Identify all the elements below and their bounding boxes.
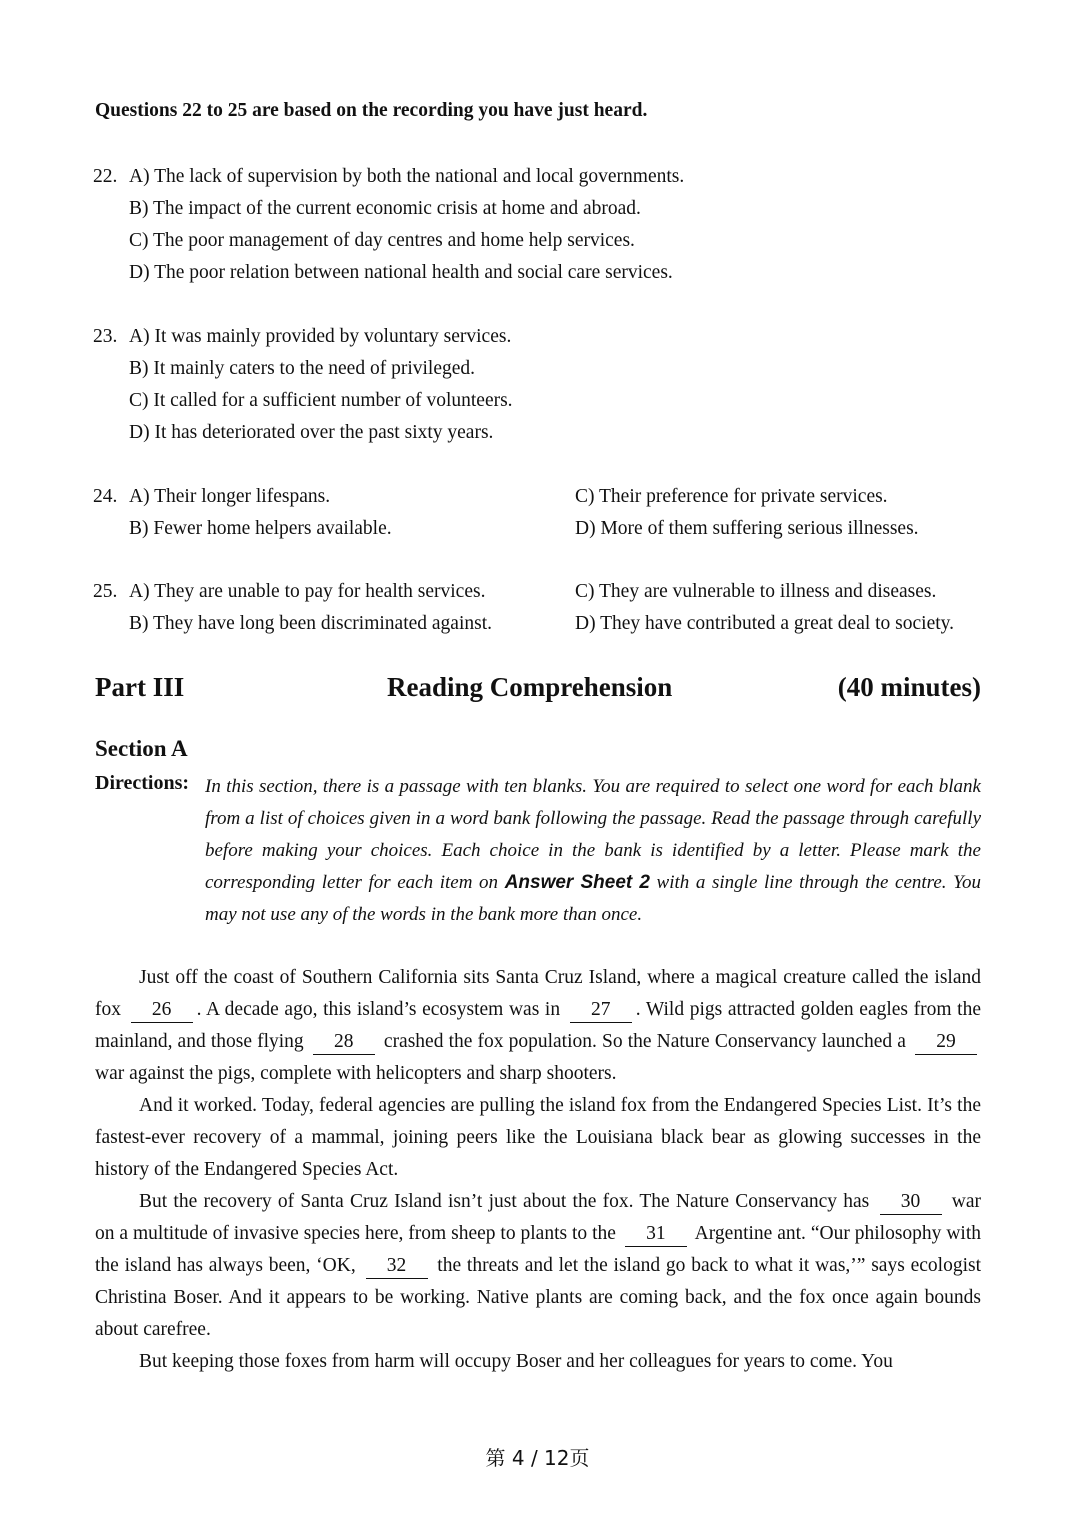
passage-paragraph xyxy=(95,962,981,1090)
passage xyxy=(95,962,981,1378)
blank-27: 27 xyxy=(570,998,632,1023)
option-b: B) Fewer home helpers available. xyxy=(129,518,392,539)
question-25 xyxy=(93,576,993,640)
question-22 xyxy=(93,161,993,289)
option-c: C) Their preference for private services. xyxy=(575,486,888,507)
option-c: C) It called for a sufficient number of volunteers. xyxy=(129,390,513,411)
option-a: A) Their longer lifespans. xyxy=(129,486,331,507)
passage-text: Argentine ant. “Our philosophy with the island has always been, ‘OK, xyxy=(95,1223,981,1276)
passage-text: war against the pigs, complete with helicopters and sharp shooters. xyxy=(95,1063,617,1084)
directions-text xyxy=(205,771,981,931)
option-c: C) The poor management of day centres and home help services. xyxy=(129,230,635,251)
option-c: C) They are vulnerable to illness and diseases. xyxy=(575,581,937,602)
passage-text: Just off the coast of Southern California sits Santa Cruz Island, where a magical creature called the island fox xyxy=(95,967,981,1020)
option-d: D) The poor relation between national health and social care services. xyxy=(129,262,673,283)
questions-header: Questions 22 to 25 are based on the recording you have just heard. xyxy=(95,100,648,121)
passage-text: But keeping those foxes from harm will occupy Boser and her colleagues for years to come. You xyxy=(139,1351,893,1372)
passage-text: war on a multitude of invasive species here, from sheep to plants to the xyxy=(95,1191,981,1244)
section-heading: Section A xyxy=(95,736,188,761)
part-title: Reading Comprehension xyxy=(387,672,673,702)
passage-text: the threats and let the island go back to what it was,’” says ecologist Christina Boser. And it appears to be working. Native plants are coming back, and the fox once again bounds about carefree. xyxy=(95,1255,981,1340)
passage-text: And it worked. Today, federal agencies are pulling the island fox from the Endangered Species List. It’s the fastest-ever recovery of a mammal, joining peers like the Louisiana black bear as glowing successes in the history of the Endangered Species Act. xyxy=(95,1095,981,1180)
blank-28: 28 xyxy=(313,1030,375,1055)
option-a: A) They are unable to pay for health services. xyxy=(129,581,486,602)
option-d: D) They have contributed a great deal to society. xyxy=(575,613,955,634)
option-b: B) It mainly caters to the need of privileged. xyxy=(129,358,476,379)
passage-paragraph xyxy=(95,1346,981,1378)
directions-text-after: with a single line through the centre. You may not use any of the words in the bank more than once. xyxy=(205,872,981,925)
blank-30: 30 xyxy=(880,1190,942,1215)
blank-31: 31 xyxy=(625,1222,687,1247)
option-d: D) It has deteriorated over the past sixty years. xyxy=(129,422,494,443)
directions-text-before: In this section, there is a passage with ten blanks. You are required to select one word for each blank from a list of choices given in a word bank following the passage. Read the passage through carefully before making your choices. Each choice in the bank is identified by a letter. Please mark the corresponding letter for each item on xyxy=(205,776,981,893)
option-b: B) The impact of the current economic crisis at home and abroad. xyxy=(129,198,641,219)
passage-text: crashed the fox population. So the Nature Conservancy launched a xyxy=(378,1031,911,1052)
passage-text: . A decade ago, this island’s ecosystem was in xyxy=(196,999,566,1020)
blank-26: 26 xyxy=(131,998,193,1023)
directions-label: Directions: xyxy=(95,772,190,794)
page-number: 第 4 / 12页 xyxy=(485,1446,590,1470)
question-number: 25. xyxy=(93,581,118,602)
passage-text: . Wild pigs attracted golden eagles from the mainland, and those flying xyxy=(95,999,981,1052)
blank-32: 32 xyxy=(366,1254,428,1279)
question-number: 23. xyxy=(93,326,118,347)
option-a: A) It was mainly provided by voluntary services. xyxy=(129,326,512,347)
question-23 xyxy=(93,321,993,449)
question-number: 22. xyxy=(93,166,118,187)
question-24 xyxy=(93,481,993,545)
blank-29: 29 xyxy=(915,1030,977,1055)
question-number: 24. xyxy=(93,486,118,507)
option-a: A) The lack of supervision by both the national and local governments. xyxy=(129,166,685,187)
passage-paragraph xyxy=(95,1090,981,1186)
part-time: (40 minutes) xyxy=(837,672,981,702)
option-d: D) More of them suffering serious illnesses. xyxy=(575,518,919,539)
passage-paragraph xyxy=(95,1186,981,1346)
option-b: B) They have long been discriminated against. xyxy=(129,613,492,634)
answer-sheet-emphasis: Answer Sheet 2 xyxy=(504,872,650,893)
passage-text: But the recovery of Santa Cruz Island isn’t just about the fox. The Nature Conservancy has xyxy=(139,1191,876,1212)
part-label: Part III xyxy=(95,672,185,702)
part-heading xyxy=(95,672,981,712)
